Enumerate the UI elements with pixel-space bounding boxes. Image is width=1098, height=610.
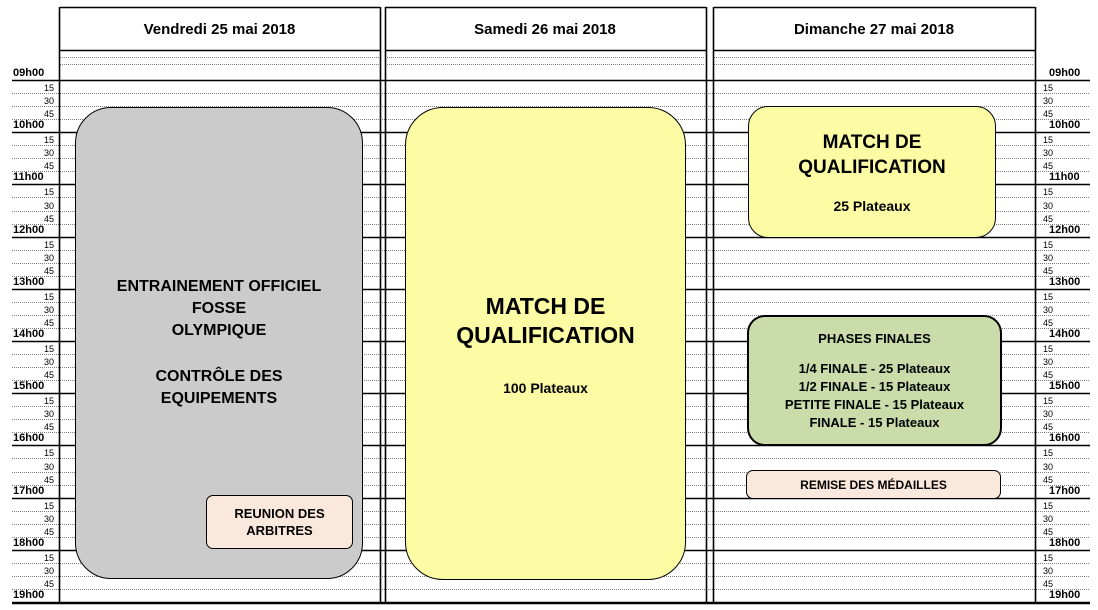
- minute-label: 45: [1043, 213, 1054, 224]
- event-line: FINALE - 15 Plateaux: [809, 414, 940, 430]
- hour-label: 09h00: [13, 67, 45, 79]
- minute-label: 30: [44, 304, 55, 315]
- minute-label: 30: [44, 565, 55, 576]
- minute-label: 15: [44, 500, 55, 511]
- minute-label: 45: [44, 474, 55, 485]
- event-line: EQUIPEMENTS: [160, 390, 278, 407]
- minute-label: 15: [1043, 500, 1054, 511]
- minute-label: 45: [1043, 422, 1054, 433]
- event-line: 1/4 FINALE - 25 Plateaux: [798, 360, 951, 376]
- hour-label: 12h00: [1049, 223, 1081, 236]
- minute-label: 30: [1043, 357, 1054, 368]
- hour-label: 19h00: [1049, 589, 1081, 601]
- hour-label: 18h00: [1049, 536, 1081, 549]
- minute-label: 15: [44, 187, 55, 198]
- hour-label: 16h00: [13, 432, 45, 445]
- minute-label: 45: [1043, 109, 1054, 120]
- event-line: FOSSE: [191, 300, 247, 317]
- minute-label: 30: [44, 252, 55, 263]
- hour-label: 15h00: [13, 380, 45, 393]
- minute-label: 15: [44, 552, 55, 563]
- hour-label: 11h00: [13, 171, 44, 184]
- event-line: PETITE FINALE - 15 Plateaux: [784, 396, 965, 412]
- hour-label: 15h00: [1049, 380, 1081, 393]
- hour-label: 10h00: [13, 119, 45, 132]
- event-title: PHASES FINALES: [818, 330, 931, 346]
- event-line: ENTRAINEMENT OFFICIEL: [116, 278, 322, 295]
- minute-label: 45: [44, 578, 55, 589]
- event-label: REMISE DES MÉDAILLES: [800, 477, 947, 492]
- minute-label: 30: [1043, 513, 1054, 524]
- minute-label: 45: [1043, 265, 1054, 276]
- event-line: OLYMPIQUE: [171, 322, 267, 339]
- minute-label: 15: [44, 448, 55, 459]
- hour-label: 18h00: [13, 536, 45, 549]
- minute-label: 45: [44, 161, 55, 172]
- minute-label: 30: [44, 461, 55, 472]
- day-header-friday: Vendredi 25 mai 2018: [143, 20, 296, 38]
- event-phases-finales[interactable]: [747, 315, 1002, 446]
- minute-label: 45: [44, 317, 55, 328]
- hour-label: 14h00: [13, 328, 45, 340]
- minute-label: 15: [1043, 552, 1054, 563]
- minute-label: 15: [1043, 396, 1054, 407]
- hour-label: 19h00: [13, 589, 45, 601]
- minute-label: 15: [1043, 291, 1054, 302]
- minute-label: 45: [1043, 161, 1054, 172]
- event-title-line: QUALIFICATION: [456, 321, 635, 348]
- minute-label: 15: [44, 239, 55, 250]
- minute-label: 30: [44, 148, 55, 159]
- hour-label: 16h00: [1049, 432, 1081, 445]
- hour-label: 09h00: [1049, 67, 1081, 79]
- minute-label: 45: [1043, 578, 1054, 589]
- day-header-saturday: Samedi 26 mai 2018: [474, 20, 616, 38]
- minute-label: 45: [44, 265, 55, 276]
- minute-label: 15: [44, 83, 55, 94]
- minute-label: 15: [44, 135, 55, 146]
- minute-label: 30: [1043, 252, 1054, 263]
- minute-label: 30: [44, 96, 55, 107]
- minute-label: 15: [1043, 344, 1054, 355]
- event-subtitle: 100 Plateaux: [503, 379, 588, 396]
- hour-label: 13h00: [1049, 275, 1081, 288]
- hour-label: 14h00: [1049, 328, 1081, 340]
- minute-label: 45: [44, 109, 55, 120]
- minute-label: 30: [1043, 148, 1054, 159]
- minute-label: 15: [1043, 135, 1054, 146]
- minute-label: 30: [1043, 304, 1054, 315]
- event-line: ARBITRES: [246, 523, 313, 538]
- minute-label: 45: [1043, 370, 1054, 381]
- minute-label: 15: [44, 344, 55, 355]
- minute-label: 45: [1043, 317, 1054, 328]
- minute-label: 15: [1043, 83, 1054, 94]
- minute-label: 45: [44, 370, 55, 381]
- minute-label: 45: [44, 422, 55, 433]
- hour-label: 17h00: [13, 484, 45, 497]
- minute-label: 45: [44, 213, 55, 224]
- event-line: REUNION DES: [234, 506, 325, 521]
- event-subtitle: 25 Plateaux: [833, 198, 911, 214]
- hour-label: 12h00: [13, 223, 45, 236]
- minute-label: 30: [1043, 200, 1054, 211]
- minute-label: 45: [44, 526, 55, 537]
- minute-label: 30: [44, 409, 55, 420]
- minute-label: 15: [1043, 239, 1054, 250]
- hour-label: 10h00: [1049, 119, 1081, 132]
- event-line: CONTRÔLE DES: [155, 368, 283, 385]
- minute-label: 30: [1043, 96, 1054, 107]
- event-title-line: QUALIFICATION: [798, 157, 946, 178]
- event-title-line: MATCH DE: [822, 132, 922, 153]
- event-reunion-arbitres[interactable]: [206, 495, 353, 549]
- hour-label: 13h00: [13, 275, 45, 288]
- minute-label: 45: [1043, 474, 1054, 485]
- minute-label: 15: [44, 291, 55, 302]
- minute-label: 30: [1043, 461, 1054, 472]
- hour-label: 17h00: [1049, 484, 1081, 497]
- minute-label: 30: [44, 513, 55, 524]
- day-header-sunday: Dimanche 27 mai 2018: [793, 20, 955, 38]
- event-title-line: MATCH DE: [485, 292, 606, 319]
- minute-label: 15: [1043, 187, 1054, 198]
- event-match-qualification-dimanche[interactable]: [748, 106, 996, 238]
- event-remise-medailles[interactable]: [746, 470, 1001, 499]
- hour-label: 11h00: [1049, 171, 1080, 184]
- minute-label: 30: [1043, 409, 1054, 420]
- event-line: 1/2 FINALE - 15 Plateaux: [798, 378, 951, 394]
- event-match-qualification-samedi[interactable]: [405, 107, 686, 580]
- minute-label: 30: [44, 200, 55, 211]
- minute-label: 30: [1043, 565, 1054, 576]
- minute-label: 15: [1043, 448, 1054, 459]
- minute-label: 45: [1043, 526, 1054, 537]
- minute-label: 30: [44, 357, 55, 368]
- minute-label: 15: [44, 396, 55, 407]
